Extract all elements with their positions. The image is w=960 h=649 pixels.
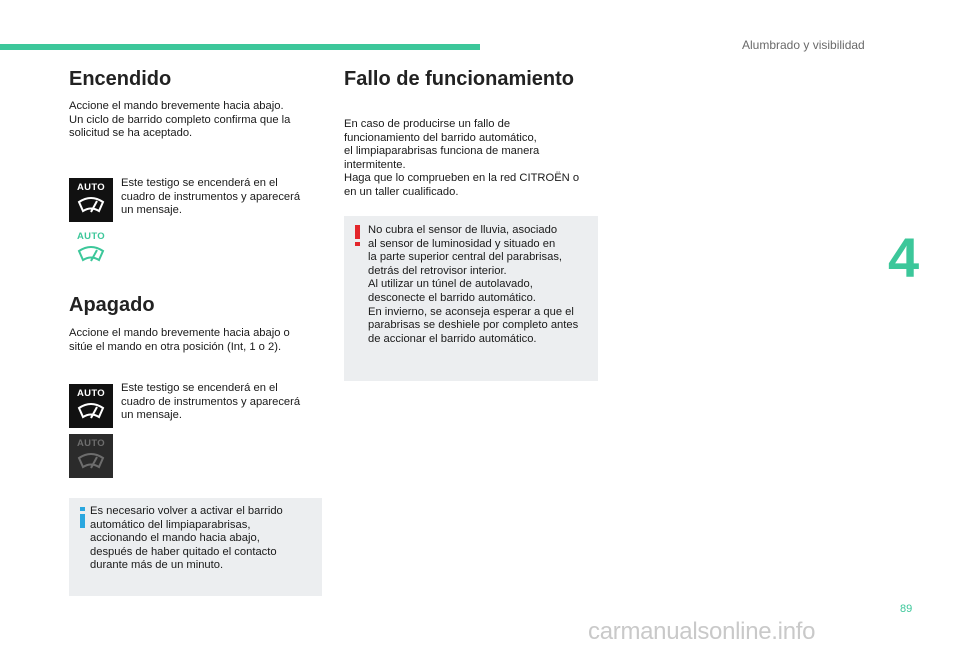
warning-note-text: No cubra el sensor de lluvia, asociado al sensor de luminosidad y situado en la parte superior central del parabrisas, detrás del retrovisor interior. Al utilizar un túnel de autolavado, desconecte el barrido automático. En invierno, se aconseja esperar a que el parabrisas se deshiele por completo antes de accionar el barrido automático. [368,224,579,345]
header-accent-bar [0,44,480,50]
warning-icon [353,224,363,253]
auto-wiper-indicator-on [69,384,113,428]
encendido-heading: Encendido [69,68,172,90]
fallo-text: En caso de producirse un fallo de funcionamiento del barrido automático, el limpiaparabrisas funciona de manera intermitente. Haga que lo comprueben en la red CITROËN o en un taller cualificado. [344,118,580,198]
indicator-label: AUTO [77,438,105,449]
warning-note [344,216,598,381]
encendido-text: Accione el mando brevemente hacia abajo. Un ciclo de barrido completo confirma que la solicitud se ha aceptado. [69,100,291,140]
info-icon [78,506,88,535]
info-note-text: Es necesario volver a activar el barrido automático del limpiaparabrisas, accionando el mando hacia abajo, después de haber quitado el contacto durante más de un minuto. [90,505,283,572]
encendido-indicator-text: Este testigo se encenderá en el cuadro de instrumentos y aparecerá un mensaje. [121,177,301,217]
auto-wiper-indicator-green [69,227,113,271]
apagado-text: Accione el mando brevemente hacia abajo o sitúe el mando en otra posición (Int, 1 o 2). [69,327,290,353]
fallo-heading: Fallo de funcionamiento [344,68,575,90]
wiper-icon [77,242,105,266]
watermark: carmanualsonline.info [588,618,816,645]
page-number: 89 [900,603,913,615]
apagado-heading: Apagado [69,294,155,316]
indicator-label: AUTO [77,388,105,399]
wiper-icon [77,193,105,217]
wiper-icon [77,399,105,423]
section-title: Alumbrado y visibilidad [742,38,865,52]
info-note [69,498,322,596]
apagado-indicator-text: Este testigo se encenderá en el cuadro de instrumentos y aparecerá un mensaje. [121,382,301,422]
wiper-icon [77,449,105,473]
auto-wiper-indicator-off [69,434,113,478]
indicator-label: AUTO [77,231,105,242]
auto-wiper-indicator-on [69,178,113,222]
indicator-label: AUTO [77,182,105,193]
chapter-number: 4 [888,226,920,289]
